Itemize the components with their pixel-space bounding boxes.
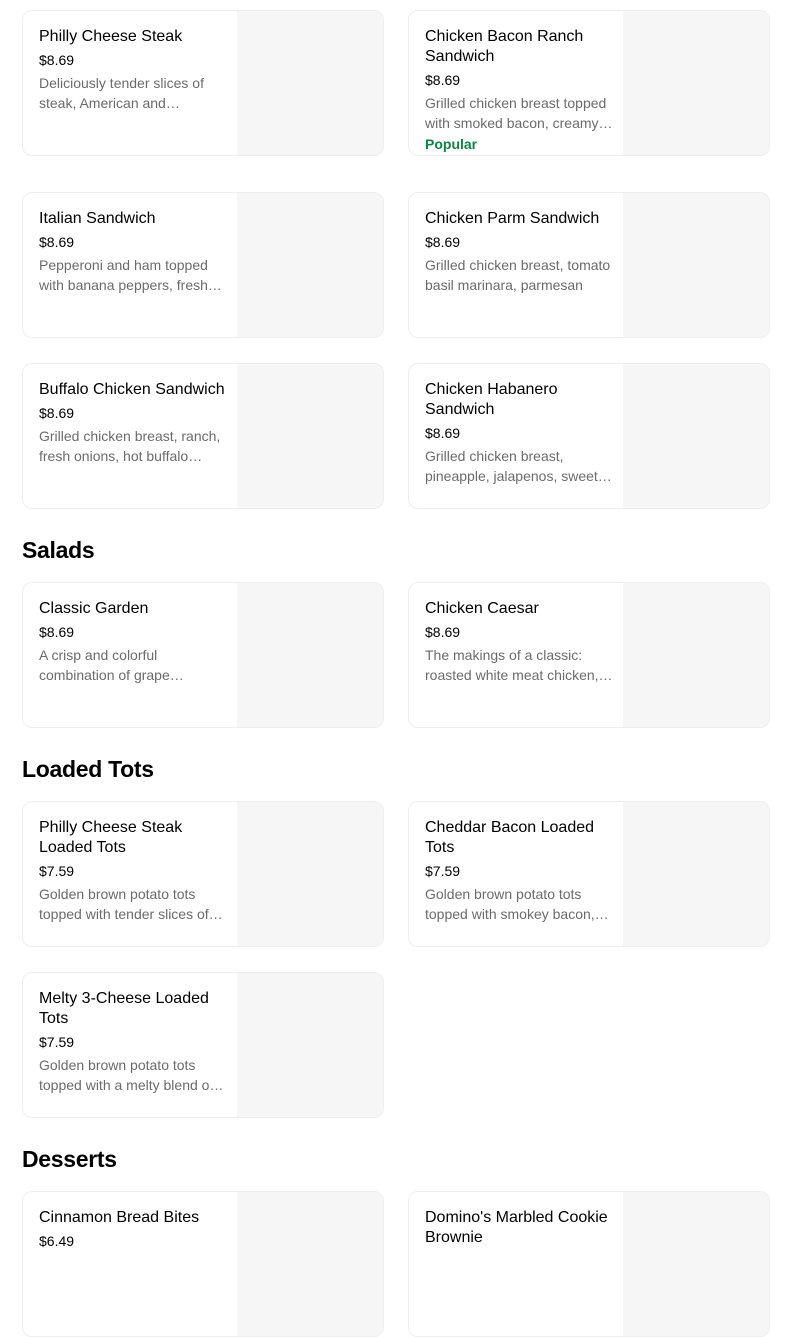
item-name: Philly Cheese Steak Loaded Tots — [39, 819, 183, 856]
popular-badge: Popular — [425, 136, 478, 152]
item-image-placeholder — [237, 973, 383, 1117]
item-name: Cinnamon Bread Bites — [39, 1209, 200, 1226]
item-name: Philly Cheese Steak — [39, 28, 183, 45]
item-image-placeholder — [237, 1192, 383, 1336]
item-image-placeholder — [623, 193, 769, 337]
item-name: Classic Garden — [39, 600, 149, 617]
item-description: Golden brown potato tots topped with smokey bacon, — [425, 886, 595, 922]
item-price: $6.49 — [39, 1233, 75, 1249]
section-heading-loaded-tots: Loaded Tots — [22, 756, 154, 782]
item-image-placeholder — [237, 802, 383, 946]
item-name: Chicken Parm Sandwich — [425, 210, 600, 227]
menu-item-card[interactable] — [408, 582, 770, 728]
item-name: Cheddar Bacon Loaded Tots — [425, 819, 595, 856]
item-description: A crisp and colorful combination of grape — [39, 647, 170, 683]
item-name: Chicken Bacon Ranch Sandwich — [425, 28, 584, 65]
item-price: $8.69 — [39, 624, 75, 640]
item-price: $8.69 — [425, 234, 461, 250]
item-description: Pepperoni and ham topped with banana peppers, fresh — [39, 257, 208, 293]
item-description: Golden brown potato tots topped with tender slices of — [39, 886, 209, 922]
item-image-placeholder — [237, 11, 383, 155]
menu-item-card[interactable] — [408, 363, 770, 509]
item-name: Chicken Habanero Sandwich — [425, 381, 558, 418]
item-image-placeholder — [237, 364, 383, 508]
item-price: $8.69 — [425, 624, 461, 640]
item-price: $8.69 — [39, 405, 75, 421]
menu-item-card[interactable] — [22, 582, 384, 728]
item-name: Chicken Caesar — [425, 600, 539, 617]
item-description: Golden brown potato tots topped with a melty blend of — [39, 1057, 214, 1093]
item-name: Domino's Marbled Cookie Brownie — [425, 1209, 608, 1246]
item-price: $8.69 — [425, 72, 461, 88]
item-price: $7.59 — [39, 863, 75, 879]
item-price: $7.59 — [425, 863, 461, 879]
menu-item-card[interactable] — [408, 1191, 770, 1337]
item-description: Grilled chicken breast, ranch, fresh onions, hot buffalo — [39, 428, 221, 464]
item-price: $8.69 — [425, 425, 461, 441]
item-name: Buffalo Chicken Sandwich — [39, 381, 225, 398]
item-description: Grilled chicken breast topped with smoked bacon, creamy — [425, 95, 607, 131]
item-description: Grilled chicken breast, tomato basil marinara, parmesan — [425, 257, 611, 293]
item-image-placeholder — [623, 11, 769, 155]
menu-item-card[interactable] — [408, 801, 770, 947]
item-name: Italian Sandwich — [39, 210, 156, 227]
menu-item-card[interactable] — [22, 192, 384, 338]
item-image-placeholder — [623, 802, 769, 946]
item-price: $8.69 — [39, 234, 75, 250]
menu-item-card[interactable] — [22, 801, 384, 947]
item-image-placeholder — [237, 583, 383, 727]
item-image-placeholder — [623, 1192, 769, 1336]
menu-item-card[interactable] — [22, 1191, 384, 1337]
menu-item-card[interactable] — [22, 363, 384, 509]
item-price: $8.69 — [39, 52, 75, 68]
section-heading-salads: Salads — [22, 537, 95, 563]
menu-item-card[interactable] — [22, 10, 384, 156]
item-image-placeholder — [623, 364, 769, 508]
menu-item-card[interactable] — [408, 192, 770, 338]
item-price: $7.59 — [39, 1034, 75, 1050]
item-image-placeholder — [623, 583, 769, 727]
item-description: The makings of a classic: roasted white meat chicken, — [425, 647, 599, 683]
item-image-placeholder — [237, 193, 383, 337]
item-name: Melty 3-Cheese Loaded Tots — [39, 990, 209, 1027]
item-description: Grilled chicken breast, pineapple, jalapenos, sweet — [425, 448, 598, 484]
item-description: Deliciously tender slices of steak, American and — [39, 75, 204, 111]
section-heading-desserts: Desserts — [22, 1146, 117, 1172]
menu-item-card[interactable] — [22, 972, 384, 1118]
menu-item-card[interactable] — [408, 10, 770, 156]
